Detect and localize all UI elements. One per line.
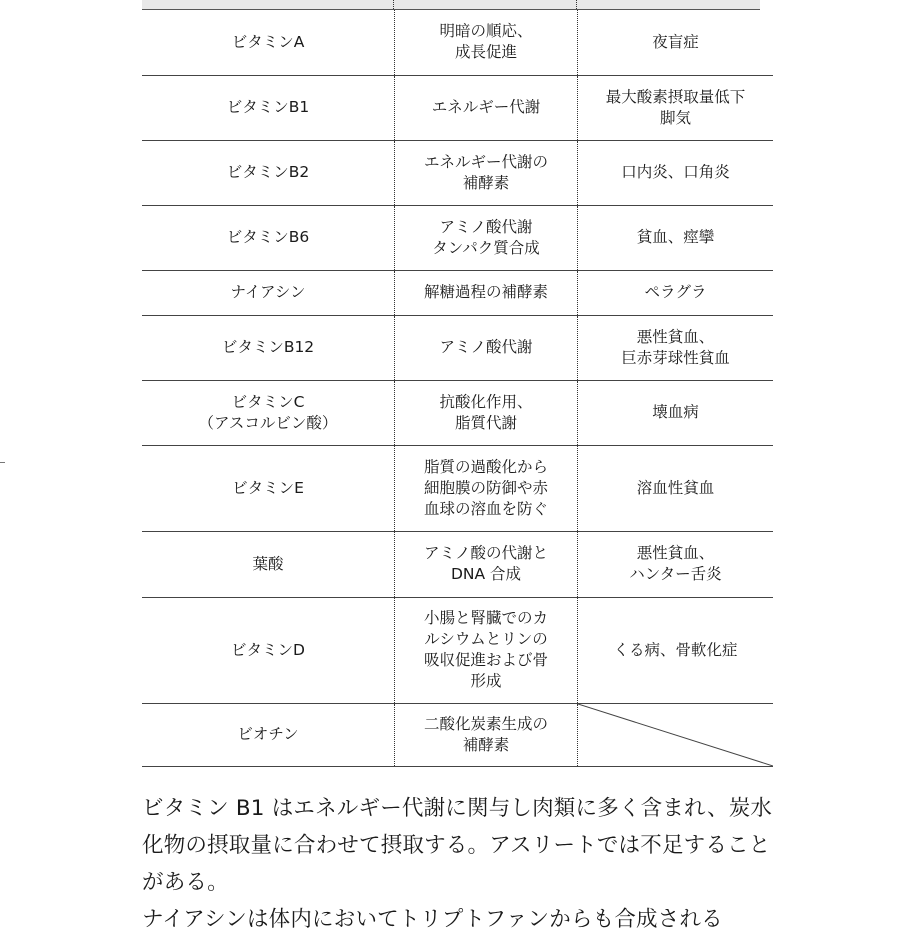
table-row [142, 10, 773, 75]
paragraph-niacin: ナイアシンは体内においてトリプトファンからも合成される [142, 907, 723, 932]
table-header-band [142, 0, 760, 10]
deficiency-symptom: ペラグラ [578, 270, 774, 315]
vitamin-function: アミノ酸代謝 [395, 315, 578, 380]
vitamin-name: 葉酸 [142, 531, 395, 597]
deficiency-symptom: くる病、骨軟化症 [578, 597, 774, 703]
table-row [142, 205, 773, 270]
deficiency-symptom: 悪性貧血、 ハンター舌炎 [578, 531, 774, 597]
table-row [142, 531, 773, 597]
vitamin-function: 明暗の順応、 成長促進 [395, 10, 578, 75]
header-divider [393, 0, 394, 9]
vitamin-name: ビタミンC （アスコルビン酸） [142, 380, 395, 445]
empty-diagonal-cell [578, 703, 774, 766]
deficiency-symptom: 最大酸素摂取量低下 脚気 [578, 75, 774, 140]
table-row [142, 597, 773, 703]
deficiency-symptom: 口内炎、口角炎 [578, 140, 774, 205]
header-divider [576, 0, 577, 9]
deficiency-symptom: 壊血病 [578, 380, 774, 445]
table-row [142, 75, 773, 140]
table-row [142, 703, 773, 766]
vitamin-function: エネルギー代謝の 補酵素 [395, 140, 578, 205]
vitamin-function: 脂質の過酸化から 細胞膜の防御や赤 血球の溶血を防ぐ [395, 445, 578, 531]
vitamin-name: ビタミンD [142, 597, 395, 703]
table-row [142, 315, 773, 380]
vitamin-table [142, 10, 773, 767]
vitamin-name: ビタミンB6 [142, 205, 395, 270]
vitamin-name: ナイアシン [142, 270, 395, 315]
vitamin-function: 小腸と腎臓でのカ ルシウムとリンの 吸収促進および骨 形成 [395, 597, 578, 703]
deficiency-symptom: 夜盲症 [578, 10, 774, 75]
vitamin-name: ビタミンB12 [142, 315, 395, 380]
vitamin-name: ビタミンE [142, 445, 395, 531]
vitamin-function: 解糖過程の補酵素 [395, 270, 578, 315]
diagonal-line [578, 704, 773, 766]
margin-mark [0, 462, 5, 463]
vitamin-function: 抗酸化作用、 脂質代謝 [395, 380, 578, 445]
table-row [142, 270, 773, 315]
table-row [142, 445, 773, 531]
deficiency-symptom: 悪性貧血、 巨赤芽球性貧血 [578, 315, 774, 380]
vitamin-function: 二酸化炭素生成の 補酵素 [395, 703, 578, 766]
table-row [142, 380, 773, 445]
paragraph-b1: ビタミン B1 はエネルギー代謝に関与し肉類に多く含まれ、炭水化物の摂取量に合わせて摂取する。アスリートでは不足することがある。 [142, 796, 773, 895]
deficiency-symptom: 貧血、痙攣 [578, 205, 774, 270]
body-text [142, 790, 782, 938]
vitamin-function: アミノ酸の代謝と DNA 合成 [395, 531, 578, 597]
vitamin-name: ビタミンA [142, 10, 395, 75]
vitamin-name: ビオチン [142, 703, 395, 766]
vitamin-function: エネルギー代謝 [395, 75, 578, 140]
vitamin-name: ビタミンB1 [142, 75, 395, 140]
vitamin-name: ビタミンB2 [142, 140, 395, 205]
vitamin-function: アミノ酸代謝 タンパク質合成 [395, 205, 578, 270]
deficiency-symptom: 溶血性貧血 [578, 445, 774, 531]
table-row [142, 140, 773, 205]
